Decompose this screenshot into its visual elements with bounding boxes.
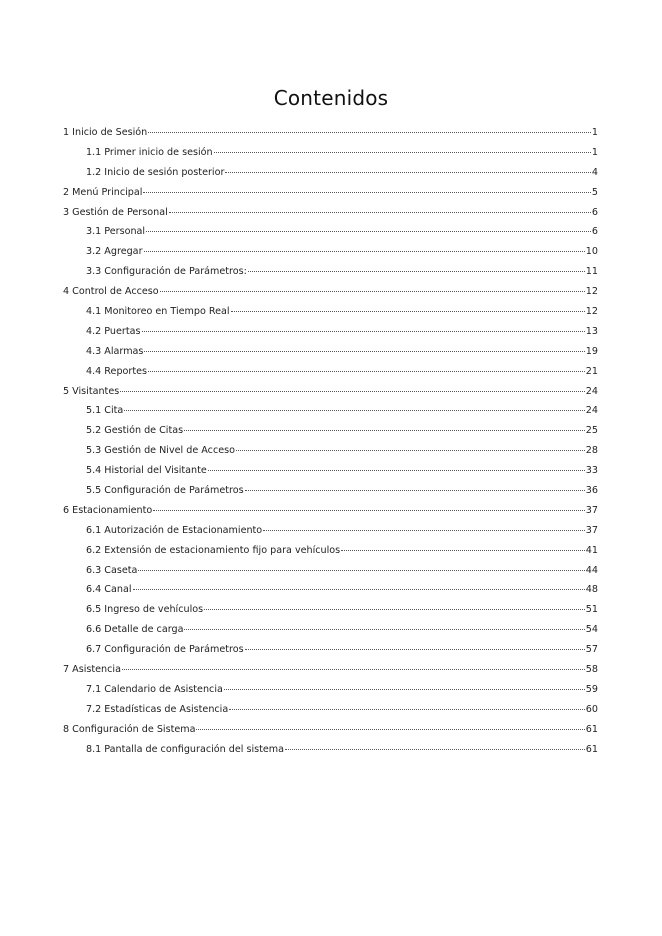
toc-entry-label: 5.3 Gestión de Nivel de Acceso bbox=[86, 445, 236, 457]
toc-entry-label: 4.3 Alarmas bbox=[86, 345, 144, 357]
toc-entry-page-number: 59 bbox=[585, 683, 598, 695]
toc-dot-leader bbox=[133, 589, 585, 590]
toc-entry[interactable] bbox=[63, 521, 598, 541]
toc-dot-leader bbox=[122, 669, 585, 670]
toc-entry[interactable] bbox=[63, 382, 598, 402]
toc-entry[interactable] bbox=[63, 481, 598, 501]
toc-entry-page-number: 6 bbox=[591, 206, 598, 218]
toc-dot-leader bbox=[142, 331, 585, 332]
toc-entry[interactable] bbox=[63, 700, 598, 720]
toc-entry[interactable] bbox=[63, 143, 598, 163]
toc-entry-label: 6.4 Canal bbox=[86, 584, 132, 596]
toc-entry[interactable] bbox=[63, 342, 598, 362]
toc-entry-page-number: 25 bbox=[585, 425, 598, 437]
toc-entry-page-number: 24 bbox=[585, 385, 598, 397]
toc-entry-page-number: 21 bbox=[585, 365, 598, 377]
toc-entry-page-number: 5 bbox=[591, 186, 598, 198]
toc-entry-label: 5.4 Historial del Visitante bbox=[86, 465, 207, 477]
toc-dot-leader bbox=[245, 490, 585, 491]
toc-dot-leader bbox=[229, 709, 585, 710]
toc-dot-leader bbox=[285, 749, 585, 750]
toc-dot-leader bbox=[225, 172, 590, 173]
toc-entry[interactable] bbox=[63, 282, 598, 302]
toc-entry-label: 7.2 Estadísticas de Asistencia bbox=[86, 703, 229, 715]
toc-entry[interactable] bbox=[63, 501, 598, 521]
toc-entry-label: 3.1 Personal bbox=[86, 226, 146, 238]
toc-dot-leader bbox=[245, 649, 585, 650]
toc-entry[interactable] bbox=[63, 580, 598, 600]
toc-entry-page-number: 41 bbox=[585, 544, 598, 556]
toc-dot-leader bbox=[204, 609, 585, 610]
toc-entry-label: 6.6 Detalle de carga bbox=[86, 624, 184, 636]
toc-dot-leader bbox=[184, 430, 585, 431]
toc-entry-page-number: 10 bbox=[585, 246, 598, 258]
toc-entry-page-number: 37 bbox=[585, 524, 598, 536]
toc-entry-page-number: 60 bbox=[585, 703, 598, 715]
toc-entry[interactable] bbox=[63, 561, 598, 581]
toc-entry-label: 6.2 Extensión de estacionamiento fijo para vehículos bbox=[86, 544, 341, 556]
toc-entry-page-number: 48 bbox=[585, 584, 598, 596]
toc-entry[interactable] bbox=[63, 541, 598, 561]
toc-entry-label: 3 Gestión de Personal bbox=[63, 206, 168, 218]
toc-entry[interactable] bbox=[63, 203, 598, 223]
toc-entry[interactable] bbox=[63, 421, 598, 441]
toc-entry-label: 6.3 Caseta bbox=[86, 564, 138, 576]
toc-entry[interactable] bbox=[63, 660, 598, 680]
toc-dot-leader bbox=[138, 570, 584, 571]
toc-entry-label: 1.1 Primer inicio de sesión bbox=[86, 146, 213, 158]
toc-entry-page-number: 1 bbox=[591, 146, 598, 158]
toc-entry-label: 5 Visitantes bbox=[63, 385, 120, 397]
toc-entry[interactable] bbox=[63, 242, 598, 262]
toc-dot-leader bbox=[146, 231, 591, 232]
toc-entry-label: 6.1 Autorización de Estacionamiento bbox=[86, 524, 263, 536]
toc-entry-label: 3.2 Agregar bbox=[86, 246, 143, 258]
toc-entry[interactable] bbox=[63, 123, 598, 143]
toc-entry-label: 2 Menú Principal bbox=[63, 186, 143, 198]
toc-entry-label: 6.7 Configuración de Parámetros bbox=[86, 644, 244, 656]
toc-entry-page-number: 37 bbox=[585, 504, 598, 516]
toc-entry-page-number: 12 bbox=[585, 286, 598, 298]
toc-dot-leader bbox=[148, 371, 585, 372]
toc-entry-page-number: 61 bbox=[585, 723, 598, 735]
toc-dot-leader bbox=[144, 251, 585, 252]
toc-entry[interactable] bbox=[63, 163, 598, 183]
toc-dot-leader bbox=[196, 729, 584, 730]
toc-entry[interactable] bbox=[63, 262, 598, 282]
toc-entry-page-number: 44 bbox=[585, 564, 598, 576]
toc-entry-label: 6.5 Ingreso de vehículos bbox=[86, 604, 204, 616]
toc-entry[interactable] bbox=[63, 322, 598, 342]
toc-entry-page-number: 33 bbox=[585, 465, 598, 477]
toc-entry[interactable] bbox=[63, 640, 598, 660]
toc-entry-label: 7.1 Calendario de Asistencia bbox=[86, 683, 223, 695]
toc-entry-page-number: 24 bbox=[585, 405, 598, 417]
toc-entry[interactable] bbox=[63, 620, 598, 640]
toc-entry-label: 1.2 Inicio de sesión posterior bbox=[86, 166, 225, 178]
toc-entry[interactable] bbox=[63, 183, 598, 203]
toc-entry-page-number: 6 bbox=[591, 226, 598, 238]
toc-entry-page-number: 1 bbox=[591, 127, 598, 138]
toc-entry[interactable] bbox=[63, 362, 598, 382]
toc-entry-page-number: 61 bbox=[585, 743, 598, 755]
toc-entry-page-number: 58 bbox=[585, 664, 598, 676]
toc-entry-page-number: 51 bbox=[585, 604, 598, 616]
toc-entry-label: 6 Estacionamiento bbox=[63, 504, 153, 516]
toc-entry-label: 4.4 Reportes bbox=[86, 365, 148, 377]
toc-entry[interactable] bbox=[63, 740, 598, 760]
toc-entry-label: 4 Control de Acceso bbox=[63, 286, 159, 298]
toc-entry-page-number: 54 bbox=[585, 624, 598, 636]
toc-dot-leader bbox=[160, 291, 585, 292]
toc-entry[interactable] bbox=[63, 600, 598, 620]
table-of-contents bbox=[63, 123, 598, 760]
toc-entry-label: 4.1 Monitoreo en Tiempo Real bbox=[86, 306, 230, 318]
toc-entry-page-number: 19 bbox=[585, 345, 598, 357]
toc-entry-label: 5.5 Configuración de Parámetros bbox=[86, 485, 244, 497]
toc-entry-page-number: 28 bbox=[585, 445, 598, 457]
toc-entry-page-number: 4 bbox=[591, 166, 598, 178]
toc-dot-leader bbox=[184, 629, 584, 630]
toc-dot-leader bbox=[169, 212, 591, 213]
toc-entry[interactable] bbox=[63, 441, 598, 461]
toc-dot-leader bbox=[231, 311, 585, 312]
toc-entry-page-number: 12 bbox=[585, 306, 598, 318]
toc-entry-page-number: 13 bbox=[585, 325, 598, 337]
toc-entry-label: 7 Asistencia bbox=[63, 664, 121, 676]
toc-dot-leader bbox=[148, 132, 591, 133]
toc-dot-leader bbox=[236, 450, 585, 451]
toc-entry-label: 5.1 Cita bbox=[86, 405, 124, 417]
page-title: Contenidos bbox=[273, 86, 389, 110]
toc-entry-label: 8.1 Pantalla de configuración del sistema bbox=[86, 743, 285, 755]
toc-entry[interactable] bbox=[63, 401, 598, 421]
toc-entry[interactable] bbox=[63, 461, 598, 481]
toc-dot-leader bbox=[341, 550, 585, 551]
toc-entry-label: 4.2 Puertas bbox=[86, 325, 141, 337]
toc-entry-page-number: 11 bbox=[585, 266, 598, 278]
toc-dot-leader bbox=[224, 689, 585, 690]
toc-entry[interactable] bbox=[63, 680, 598, 700]
toc-dot-leader bbox=[144, 351, 584, 352]
toc-entry[interactable] bbox=[63, 720, 598, 740]
toc-dot-leader bbox=[214, 152, 591, 153]
toc-dot-leader bbox=[263, 530, 585, 531]
toc-entry-label: 8 Configuración de Sistema bbox=[63, 723, 196, 735]
toc-dot-leader bbox=[208, 470, 585, 471]
toc-entry-label: 5.2 Gestión de Citas bbox=[86, 425, 184, 437]
toc-dot-leader bbox=[124, 410, 584, 411]
toc-dot-leader bbox=[143, 192, 590, 193]
toc-entry-label: 1 Inicio de Sesión bbox=[63, 127, 148, 138]
toc-dot-leader bbox=[120, 391, 585, 392]
toc-dot-leader bbox=[248, 271, 585, 272]
toc-entry-page-number: 57 bbox=[585, 644, 598, 656]
toc-entry[interactable] bbox=[63, 222, 598, 242]
toc-dot-leader bbox=[153, 510, 585, 511]
toc-entry[interactable] bbox=[63, 302, 598, 322]
toc-entry-page-number: 36 bbox=[585, 485, 598, 497]
toc-entry-label: 3.3 Configuración de Parámetros: bbox=[86, 266, 247, 278]
